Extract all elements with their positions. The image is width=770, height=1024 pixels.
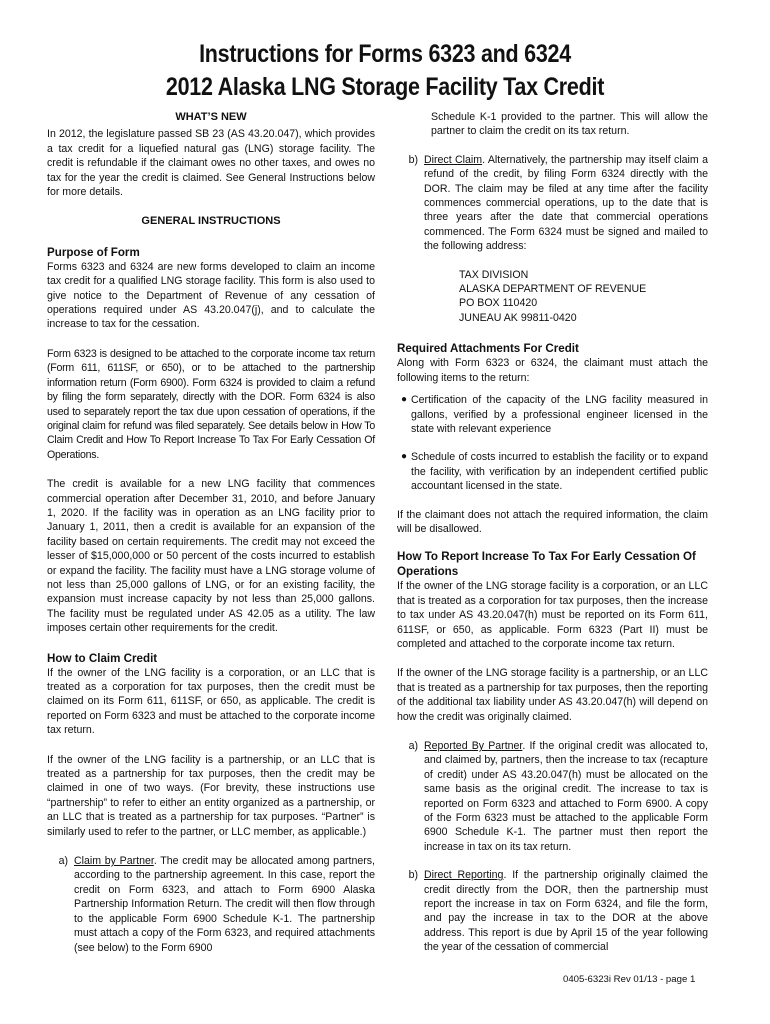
list-item	[397, 393, 708, 436]
report-option-b-text: . If the partnership originally claimed the credit directly from the DOR, then the partnership must report the increase in tax on Form 6324, and file the form, and pay the increase in tax to the DOR at the above address. This report is due by April 15 of the year following the year of the cessation of commercial	[424, 869, 708, 954]
whats-new-heading: WHAT’S NEW	[175, 111, 247, 123]
how-to-claim-heading: How to Claim Credit	[47, 651, 158, 665]
page-title	[54, 38, 716, 104]
claim-option-a-label: Claim by Partner	[74, 855, 154, 868]
report-option-b	[397, 868, 708, 954]
page-title-line-2: 2012 Alaska LNG Storage Facility Tax Credit	[165, 73, 605, 101]
address-line: JUNEAU AK 99811-0420	[459, 311, 577, 324]
list-item	[397, 450, 708, 493]
report-option-b-body	[424, 868, 708, 954]
report-option-a-body	[424, 739, 708, 854]
attachment-item-text: Certification of the capacity of the LNG facility measured in gallons, verified by a professional engineer licensed in the state with relevant experience	[411, 394, 708, 435]
address-line: TAX DIVISION	[459, 268, 529, 281]
bullet-icon: ●	[400, 451, 407, 463]
claim-option-a-continued: Schedule K-1 provided to the partner. This will allow the partner to claim the credit on its tax return.	[431, 111, 708, 138]
report-option-a	[397, 739, 708, 854]
attachments-list	[397, 393, 708, 493]
report-option-a-label: Reported By Partner	[424, 740, 523, 752]
how-to-claim-paragraph-1: If the owner of the LNG facility is a corporation, or an LLC that is treated as a corporation for tax purposes, then the credit must be claimed on its Form 611, 611SF, or 650, as applicable. The credit is reported on Form 6323 and must be attached to the corporate income tax return.	[47, 666, 375, 737]
claim-option-b-label: Direct Claim	[424, 153, 483, 166]
report-option-a-text: . If the original credit was allocated to, and claimed by, partners, then the increase to tax (recapture of credit) under AS 43.20.047(h) must be allocated on the same basis as the original credit. The increase to tax is reported on Form 6323 and attached to Form 6900. A copy of the Form 6323 must be attached to the applicable Form 6900 Schedule K-1. The partner must then report the increase in tax on its tax return.	[424, 740, 708, 853]
how-to-claim-paragraph-2: If the owner of the LNG facility is a partnership, or an LLC that is treated as a partnership for tax purposes, then the credit may be claimed in one of two ways. (For brevity, these instructions use “partnership” to refer to either an entity organized as a partnership, or an LLC that is treated as a partnership for tax purposes. “Partner” is similarly used to refer to the partner, or LLC member, as applicable.)	[47, 753, 375, 838]
bullet-icon: ●	[400, 394, 407, 406]
address-line: PO BOX 110420	[459, 297, 538, 310]
report-option-b-marker: b)	[408, 869, 418, 882]
left-column	[47, 110, 375, 969]
purpose-heading: Purpose of Form	[47, 245, 140, 259]
purpose-paragraph-1: Forms 6323 and 6324 are new forms developed to claim an income tax credit for a qualified LNG storage facility. This form is also used to give notice to the Department of Revenue of any cessation of operations required under AS 43.20.047(j), and to calculate the increase to tax for the cessation.	[47, 260, 375, 331]
address-line: ALASKA DEPARTMENT OF REVENUE	[459, 283, 647, 296]
whats-new-text: In 2012, the legislature passed SB 23 (AS 43.20.047), which provides a tax credit for a liquefied natural gas (LNG) storage facility. The credit is refundable if the claimant owes no other taxes, and owes no tax for the year the credit is claimed. See General Instructions below for more details.	[47, 128, 375, 199]
report-increase-paragraph-1: If the owner of the LNG storage facility is a corporation, or an LLC that is treated as a corporation for tax purposes, then the increase to tax under AS 43.20.047(h) must be reported on its Form 611, 611SF, or 650, as applicable. Form 6323 (Part II) must be completed and attached to the corporate income tax return.	[397, 580, 708, 650]
claim-option-a-text: . The credit may be allocated among partners, according to the partnership agreement. In this case, report the credit on Form 6323, and attach to Form 6900 Alaska Partnership Information Return. The credit will then flow through to the applicable Form 6900 Schedule K-1. The partnership must attach a copy of the Form 6323, and required attachments (see below) to the Form 6900	[74, 855, 375, 954]
purpose-paragraph-2: Form 6323 is designed to be attached to the corporate income tax return (Form 611, 611SF, or 650), or to be attached to the partnership information return (Form 6900). Form 6324 is provided to claim a refund by filing the form separately, directly with the DOR. Form 6324 is also used to separately report the tax due upon cessation of operations, if the original claim for refund was filed separately. See details below in How To Claim Credit and How To Report Increase To Tax For Early Cessation Of Operations.	[47, 347, 375, 461]
page-footer: 0405-6323i Rev 01/13 - page 1	[563, 974, 696, 985]
general-instructions-heading: GENERAL INSTRUCTIONS	[141, 215, 281, 228]
claim-option-b-body	[424, 153, 708, 254]
claim-option-a-marker: a)	[58, 855, 68, 868]
report-option-a-marker: a)	[408, 740, 418, 752]
claim-option-a-body	[74, 854, 375, 955]
mailing-address	[459, 268, 708, 326]
claim-option-a	[47, 854, 375, 955]
right-column	[397, 110, 708, 969]
report-increase-paragraph-2: If the owner of the LNG storage facility is a partnership, or an LLC that is treated as a partnership for tax purposes, then the reporting of the additional tax liability under AS 43.20.047(h) will depend on how the credit was originally claimed.	[397, 667, 708, 723]
page-title-line-1: Instructions for Forms 6323 and 6324	[199, 40, 571, 68]
report-increase-heading: How To Report Increase To Tax For Early Cessation Of Operations	[397, 550, 696, 579]
claim-option-b-text: . Alternatively, the partnership may itself claim a refund of the credit, by filing Form 6324 directly with the DOR. The claim may be filed at any time after the facility commences commercial operations, up to the date that is three years after the date that commercial operations commenced. The Form 6324 must be signed and mailed to the following address:	[424, 153, 708, 253]
claim-option-b-marker: b)	[408, 153, 418, 166]
claim-option-b	[397, 153, 708, 254]
attachment-item-text: Schedule of costs incurred to establish the facility or to expand the facility, with verification by an independent certified public accountant licensed in the state.	[411, 451, 708, 493]
report-option-b-label: Direct Reporting	[424, 869, 504, 882]
attachments-intro: Along with Form 6323 or 6324, the claimant must attach the following items to the return:	[397, 357, 708, 384]
attachments-heading: Required Attachments For Credit	[397, 342, 579, 356]
purpose-paragraph-3: The credit is available for a new LNG facility that commences commercial operation after December 31, 2010, and before January 1, 2020. If the facility was in operation as an LNG facility prior to January 1, 2011, then a credit is available for an expansion of the facility based on certain requirements. The credit may not exceed the lesser of $15,000,000 or 50 percent of the costs incurred to establish or expand the facility. The facility must have a LNG storage volume of not less than 25,000 gallons of LNG, or for an existing facility, the expansion must increase capacity by not less than 25,000 gallons. The facility must be regulated under AS 42.05 as a utility. The law imposes certain other requirements for the credit.	[47, 478, 375, 635]
attachments-note: If the claimant does not attach the required information, the claim will be disallowed.	[397, 508, 708, 535]
